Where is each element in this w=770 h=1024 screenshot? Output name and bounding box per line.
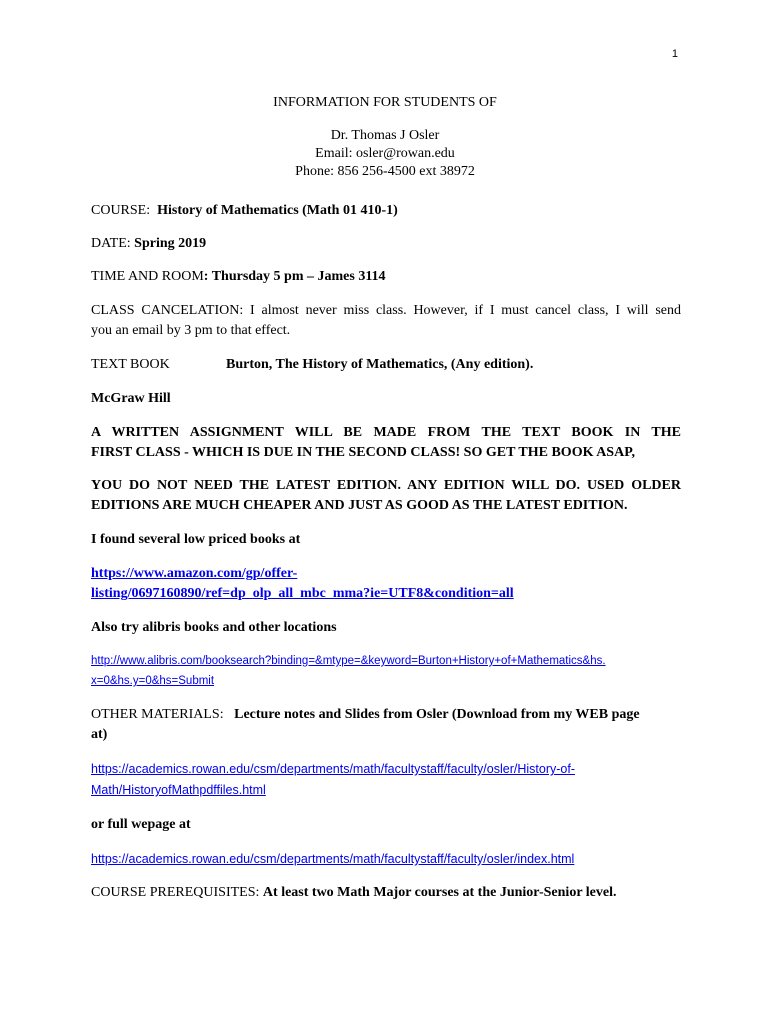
time-room-line (91, 267, 681, 287)
full-page-text: or full wepage at (91, 817, 191, 832)
other-materials-label: OTHER MATERIALS: (91, 707, 224, 722)
course-label: COURSE: (91, 203, 151, 218)
other-materials-value-2: at) (91, 727, 108, 742)
page-number: 1 (671, 48, 678, 60)
publisher-text: McGraw Hill (91, 391, 171, 406)
alibris-link-line-1[interactable] (91, 651, 681, 671)
assignment-text-2: FIRST CLASS - WHICH IS DUE IN THE SECOND CLASS! SO GET THE BOOK ASAP, (91, 445, 635, 460)
other-materials-line (91, 705, 681, 725)
found-books-text: I found several low priced books at (91, 532, 301, 547)
publisher (91, 389, 681, 409)
index-link-line[interactable] (91, 849, 681, 870)
alibris-link-1[interactable]: http://www.alibris.com/booksearch?binding=&mtype=&keyword=Burton+History+of+Mathematics&hs. (91, 655, 606, 667)
time-room-label: TIME AND ROOM (91, 269, 204, 284)
assignment-text-1: A WRITTEN ASSIGNMENT WILL BE MADE FROM THE TEXT BOOK IN THE (91, 425, 681, 440)
alibris-link-2[interactable]: x=0&hs.y=0&hs=Submit (91, 675, 215, 687)
course-line (91, 201, 681, 221)
other-materials-value: Lecture notes and Slides from Osler (Download from my WEB page (234, 707, 640, 722)
alibris-line (91, 618, 681, 638)
other-materials-line-2 (91, 725, 681, 745)
prereq-value: At least two Math Major courses at the Junior-Senior level. (262, 885, 617, 900)
edition-line-2 (91, 496, 681, 516)
cancel-line-2: you an email by 3 pm to that effect. (91, 323, 291, 338)
osler-link-line-2[interactable] (91, 780, 681, 801)
instructor-phone: Phone: 856 256-4500 ext 38972 (295, 164, 475, 179)
assignment-line-2 (91, 443, 681, 463)
date-label: DATE: (91, 236, 131, 251)
instructor-email: Email: osler@rowan.edu (315, 146, 455, 161)
osler-link-2[interactable]: Math/HistoryofMathpdffiles.html (91, 783, 266, 797)
osler-link-1[interactable]: https://academics.rowan.edu/csm/departments/math/facultystaff/faculty/osler/History-of- (91, 762, 575, 776)
edition-line-1 (91, 476, 681, 496)
edition-text-2: EDITIONS ARE MUCH CHEAPER AND JUST AS GOOD AS THE LATEST EDITION. (91, 498, 628, 513)
amazon-link-line-2[interactable] (91, 584, 681, 604)
edition-text-1: YOU DO NOT NEED THE LATEST EDITION. ANY EDITION WILL DO. USED OLDER (91, 478, 681, 493)
instructor-name: Dr. Thomas J Osler (330, 128, 440, 143)
alibris-text: Also try alibris books and other locations (91, 620, 337, 635)
course-value: History of Mathematics (Math 01 410-1) (157, 203, 398, 218)
date-line (91, 234, 681, 254)
time-room-value: : Thursday 5 pm – James 3114 (203, 269, 386, 284)
header-title: INFORMATION FOR STUDENTS OF (273, 95, 497, 110)
amazon-link-line-1[interactable] (91, 564, 681, 584)
full-page-line (91, 815, 681, 835)
found-books-line (91, 530, 681, 550)
date-value: Spring 2019 (134, 236, 207, 251)
amazon-link-1[interactable]: https://www.amazon.com/gp/offer- (91, 566, 298, 581)
amazon-link-2[interactable]: listing/0697160890/ref=dp_olp_all_mbc_mma?ie=UTF8&condition=all (91, 586, 514, 601)
alibris-link-line-2[interactable] (91, 671, 681, 691)
assignment-line-1 (91, 423, 681, 443)
textbook-value: Burton, The History of Mathematics, (Any edition). (226, 357, 534, 372)
textbook-label: TEXT BOOK (91, 357, 170, 372)
prereq-line (91, 883, 681, 903)
cancel-line-1: CLASS CANCELATION: I almost never miss class. However, if I must cancel class, I will send (91, 303, 681, 318)
textbook-line (91, 355, 681, 375)
prereq-label: COURSE PREREQUISITES: (91, 885, 260, 900)
osler-link-line-1[interactable] (91, 759, 681, 780)
index-link[interactable]: https://academics.rowan.edu/csm/departments/math/facultystaff/faculty/osler/index.html (91, 852, 575, 866)
